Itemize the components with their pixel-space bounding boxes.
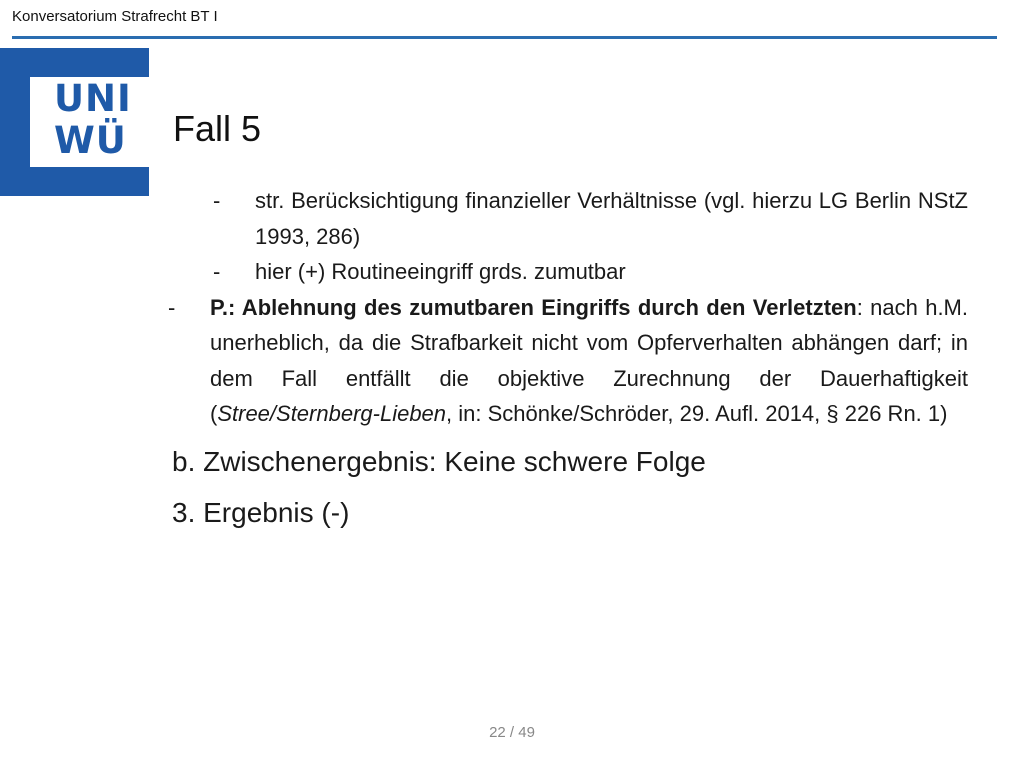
logo-line-2: WÜ [54, 119, 127, 162]
dash-bullet: - [168, 294, 176, 320]
interim-result: b. Zwischenergebnis: Keine schwere Folge [172, 445, 706, 477]
bullet-financial-circumstances [168, 183, 968, 254]
bullet-text: hier (+) Routineeingriff grds. zumutbar [255, 259, 626, 284]
bullet-text: str. Berücksichtigung finanzieller Verhältnisse (vgl. hierzu LG Berlin NStZ 1993, 286) [255, 188, 968, 249]
bullet-routine-procedure [168, 254, 968, 290]
logo-line-1: UNI [54, 77, 132, 120]
bullet-text-end: , in: Schönke/Schröder, 29. Aufl. 2014, § 226 Rn. 1) [446, 401, 948, 426]
dash-bullet: - [213, 259, 221, 284]
bullet-bold-lead: P.: Ablehnung des zumutbaren Eingriffs durch den Verletzten [210, 294, 857, 320]
header-divider [12, 36, 997, 39]
slide-title: Fall 5 [173, 108, 262, 149]
page-number: 22 / 49 [489, 724, 535, 741]
final-result: 3. Ergebnis (-) [172, 496, 350, 528]
slide-content [168, 183, 968, 532]
bullet-problem-refusal [168, 290, 968, 432]
university-logo [0, 48, 149, 196]
logo-text [54, 78, 132, 162]
dash-bullet: - [213, 188, 221, 213]
citation-authors: Stree/Sternberg-Lieben [217, 401, 447, 426]
header-title: Konversatorium Strafrecht BT I [12, 8, 218, 25]
bullet-text: : nach h.M. unerheblich, da die Strafbarkeit nicht vom Opferverhalten abhängen darf; in dem Fall entfällt die objektive Zurechnung der Dauerhaftigkeit ( [210, 294, 968, 426]
